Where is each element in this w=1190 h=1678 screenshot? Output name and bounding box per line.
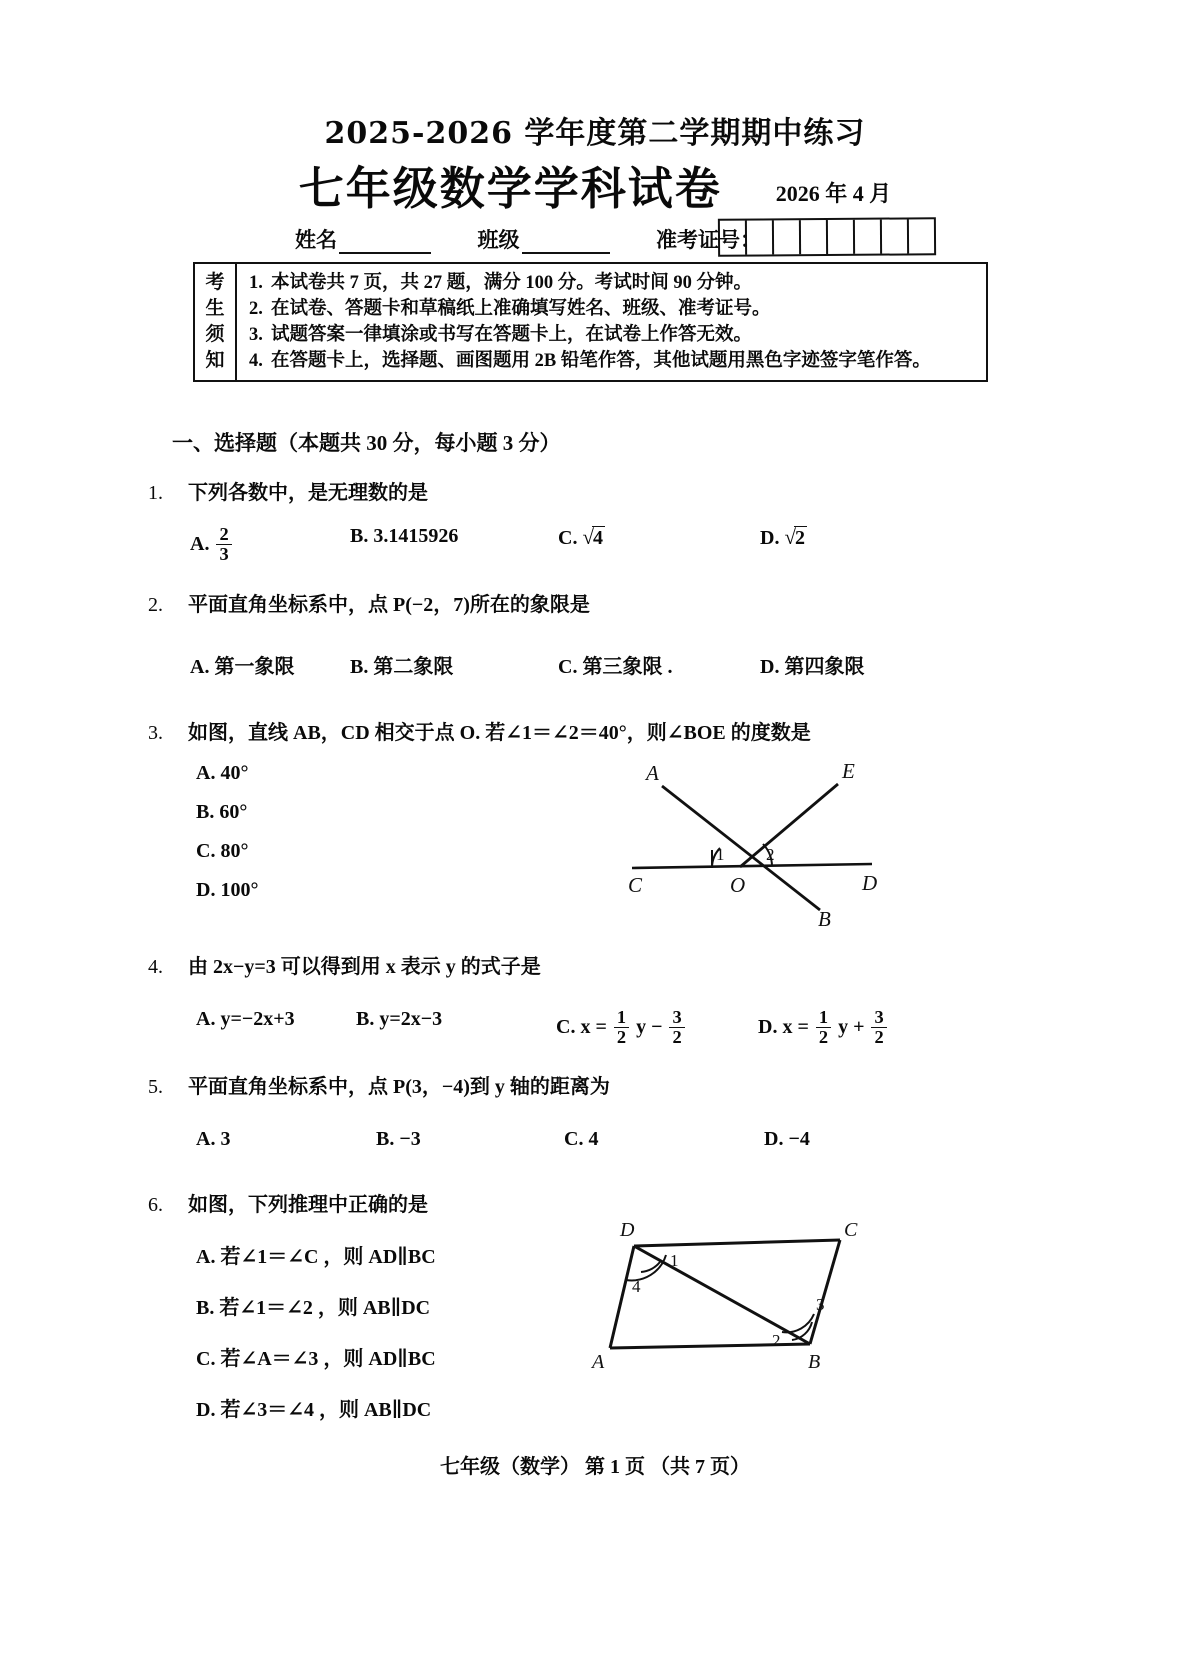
option-mid: y + xyxy=(838,1016,865,1039)
option-label: C. xyxy=(558,527,578,549)
notice-item xyxy=(249,296,978,322)
notice-label-char: 须 xyxy=(205,324,225,345)
svg-text:B: B xyxy=(808,1351,821,1373)
ticket-cell[interactable] xyxy=(909,219,934,253)
question-text: 平面直角坐标系中，点 P(−2，7)所在的象限是 xyxy=(188,594,590,616)
ticket-cell[interactable] xyxy=(828,220,855,254)
option-d[interactable] xyxy=(196,1393,436,1422)
option-a[interactable] xyxy=(190,525,234,565)
notice-item-text: 在试卷、答题卡和草稿纸上准确填写姓名、班级、准考证号。 xyxy=(271,299,771,319)
svg-text:A: A xyxy=(646,761,659,785)
notice-item-number: 2. xyxy=(249,299,263,319)
option-label: A. xyxy=(190,656,210,678)
exam-term-title: 2025-2026 学年度第二学期期中练习 xyxy=(324,116,866,151)
question-number: 6. xyxy=(148,1194,163,1216)
question-number: 3. xyxy=(148,722,163,744)
option-label: B. xyxy=(356,1008,375,1030)
option-value: −4 xyxy=(788,1128,810,1150)
option-value: 若∠1＝∠2 ，则 AB∥DC xyxy=(219,1297,431,1319)
option-label: D. xyxy=(760,527,780,549)
svg-text:D: D xyxy=(862,871,878,895)
notice-label-char: 知 xyxy=(205,350,225,371)
option-value: 第三象限 . xyxy=(582,656,673,678)
question-number: 4. xyxy=(148,956,163,978)
option-fraction-second: $\frac{3}{2}$ xyxy=(669,1008,684,1048)
option-label: C. xyxy=(558,656,578,678)
option-value-fraction: $\frac{2}{3}$ xyxy=(216,525,231,565)
option-value: 40° xyxy=(220,762,249,784)
notice-item xyxy=(249,270,978,296)
option-fraction-second: $\frac{3}{2}$ xyxy=(871,1008,886,1048)
svg-text:3: 3 xyxy=(816,1295,825,1314)
question-6-options xyxy=(196,1240,436,1438)
option-b[interactable] xyxy=(350,525,458,548)
option-value-sqrt: √4 xyxy=(582,525,603,549)
question-2-options xyxy=(190,650,950,684)
option-c[interactable] xyxy=(558,525,605,550)
option-value-sqrt: √2 xyxy=(784,525,805,549)
option-a[interactable] xyxy=(190,650,294,679)
option-label: D. xyxy=(196,879,216,901)
option-label: B. xyxy=(196,801,215,823)
svg-text:2: 2 xyxy=(772,1331,781,1350)
option-a[interactable] xyxy=(196,1240,436,1269)
notice-item-number: 3. xyxy=(249,325,263,345)
option-label: A. xyxy=(196,1128,216,1150)
option-lead: x = xyxy=(782,1016,809,1039)
ticket-cell[interactable] xyxy=(801,220,828,254)
notice-label-column xyxy=(195,264,237,380)
option-b[interactable] xyxy=(376,1128,421,1151)
option-value: −3 xyxy=(399,1128,421,1150)
option-label: D. xyxy=(196,1399,216,1421)
notice-item-number: 1. xyxy=(249,273,263,293)
option-c[interactable] xyxy=(564,1128,598,1151)
option-label: A. xyxy=(196,762,216,784)
option-label: C. xyxy=(556,1016,576,1039)
class-field-label: 班级 xyxy=(477,228,520,252)
option-label: D. xyxy=(758,1016,778,1039)
option-b[interactable] xyxy=(356,1008,442,1031)
page-title: 七年级数学学科试卷 xyxy=(298,162,722,215)
ticket-number-boxes[interactable] xyxy=(718,217,936,257)
ticket-cell[interactable] xyxy=(855,220,882,254)
option-c[interactable] xyxy=(556,1008,687,1048)
option-label: A. xyxy=(196,1246,216,1268)
option-label: C. xyxy=(196,1348,216,1370)
ticket-number-label: 准考证号： xyxy=(656,228,761,252)
name-input-line[interactable] xyxy=(339,232,431,254)
option-value: 若∠1＝∠C ，则 AD∥BC xyxy=(220,1246,436,1268)
notice-item xyxy=(249,348,978,374)
section-heading-choice: 一、选择题（本题共 30 分，每小题 3 分） xyxy=(172,431,561,455)
svg-text:C: C xyxy=(844,1222,858,1241)
notice-item-text: 在答题卡上，选择题、画图题用 2B 铅笔作答，其他试题用黑色字迹签字笔作答。 xyxy=(271,351,931,371)
option-fraction-first: $\frac{1}{2}$ xyxy=(614,1008,629,1048)
question-1 xyxy=(148,478,428,508)
option-label: B. xyxy=(196,1297,215,1319)
option-d[interactable] xyxy=(764,1128,810,1151)
option-label: B. xyxy=(350,525,369,547)
ticket-cell[interactable] xyxy=(774,220,801,254)
svg-text:2: 2 xyxy=(766,845,775,864)
page-title-row xyxy=(0,152,1190,217)
question-4 xyxy=(148,952,541,982)
option-value: 60° xyxy=(219,801,248,823)
question-3-figure xyxy=(620,758,890,938)
option-value: 第四象限 xyxy=(784,656,865,678)
option-value: 第一象限 xyxy=(214,656,295,678)
question-number: 2. xyxy=(148,594,163,616)
question-5-options xyxy=(196,1128,976,1162)
notice-item-text: 本试卷共 7 页，共 27 题，满分 100 分。考试时间 90 分钟。 xyxy=(271,273,753,293)
option-label: C. xyxy=(564,1128,584,1150)
option-value: 第二象限 xyxy=(373,656,454,678)
option-d[interactable] xyxy=(760,525,807,550)
question-text: 如图，下列推理中正确的是 xyxy=(188,1194,428,1216)
option-value: y=2x−3 xyxy=(379,1008,443,1030)
option-b[interactable] xyxy=(196,1291,436,1320)
option-b[interactable] xyxy=(196,801,258,824)
svg-text:1: 1 xyxy=(670,1251,679,1270)
option-value: 100° xyxy=(220,879,259,901)
question-text: 由 2x−y=3 可以得到用 x 表示 y 的式子是 xyxy=(188,956,541,978)
option-label: D. xyxy=(764,1128,784,1150)
exam-date: 2026 年 4 月 xyxy=(775,181,892,206)
option-value: 若∠3＝∠4 ，则 AB∥DC xyxy=(220,1399,432,1421)
notice-item-number: 4. xyxy=(249,351,263,371)
option-label: B. xyxy=(350,656,369,678)
option-fraction-first: $\frac{1}{2}$ xyxy=(816,1008,831,1048)
option-c[interactable] xyxy=(196,1342,436,1371)
question-text: 平面直角坐标系中，点 P(3，−4)到 y 轴的距离为 xyxy=(188,1076,610,1098)
svg-text:O: O xyxy=(730,873,746,897)
question-6 xyxy=(148,1190,428,1220)
notice-item xyxy=(249,322,978,348)
option-value: 3 xyxy=(220,1128,231,1150)
option-value: y=−2x+3 xyxy=(220,1008,295,1030)
question-6-figure xyxy=(586,1222,886,1382)
svg-text:C: C xyxy=(628,873,643,897)
option-value: 4 xyxy=(588,1128,599,1150)
option-c[interactable] xyxy=(558,650,672,679)
question-number: 5. xyxy=(148,1076,163,1098)
option-value: 80° xyxy=(220,840,249,862)
option-label: B. xyxy=(376,1128,395,1150)
page-footer: 七年级（数学） 第 1 页 （共 7 页） xyxy=(440,1456,750,1478)
svg-text:1: 1 xyxy=(716,845,725,864)
ticket-cell[interactable] xyxy=(747,220,774,254)
option-lead: x = xyxy=(580,1016,607,1039)
option-label: A. xyxy=(190,533,210,556)
notice-item-text: 试题答案一律填涂或书写在答题卡上，在试卷上作答无效。 xyxy=(271,325,753,345)
svg-text:B: B xyxy=(818,907,831,931)
option-label: C. xyxy=(196,840,216,862)
question-text: 下列各数中，是无理数的是 xyxy=(188,482,428,504)
notice-items xyxy=(237,264,986,380)
question-number: 1. xyxy=(148,482,163,504)
option-a[interactable] xyxy=(196,762,258,785)
option-a[interactable] xyxy=(196,1008,295,1031)
question-text: 如图，直线 AB，CD 相交于点 O. 若∠1＝∠2＝40°，则∠BOE 的度数是 xyxy=(188,722,811,744)
option-mid: y − xyxy=(636,1016,663,1039)
question-5 xyxy=(148,1072,610,1102)
question-4-options xyxy=(196,1008,976,1060)
svg-text:A: A xyxy=(592,1351,605,1373)
question-3-options xyxy=(196,762,258,918)
notice-label-char: 生 xyxy=(205,298,225,319)
question-1-options xyxy=(190,525,950,573)
class-input-line[interactable] xyxy=(522,232,610,254)
option-value: 若∠A＝∠3 ，则 AD∥BC xyxy=(220,1348,436,1370)
name-field-label: 姓名 xyxy=(295,228,337,252)
notice-label-char: 考 xyxy=(205,272,225,293)
svg-text:E: E xyxy=(842,759,855,783)
svg-text:D: D xyxy=(620,1222,635,1241)
option-c[interactable] xyxy=(196,840,258,863)
svg-text:4: 4 xyxy=(632,1277,641,1296)
candidate-notice-box xyxy=(193,262,988,382)
option-b[interactable] xyxy=(350,650,453,679)
option-label: A. xyxy=(196,1008,216,1030)
option-d[interactable] xyxy=(196,879,258,902)
ticket-cell[interactable] xyxy=(720,221,747,255)
option-d[interactable] xyxy=(758,1008,889,1048)
ticket-cell[interactable] xyxy=(882,219,909,253)
option-label: D. xyxy=(760,656,780,678)
question-2 xyxy=(148,590,590,620)
option-d[interactable] xyxy=(760,650,864,679)
question-3 xyxy=(148,718,811,748)
option-value: 3.1415926 xyxy=(373,525,459,547)
option-a[interactable] xyxy=(196,1128,230,1151)
